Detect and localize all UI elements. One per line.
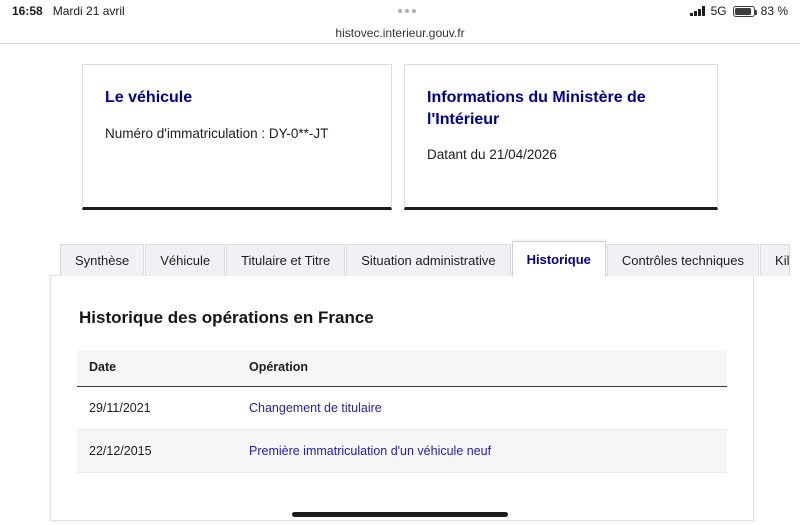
table-row bbox=[77, 387, 727, 430]
tab-historique[interactable]: Historique bbox=[512, 241, 606, 277]
tab-kilometrage[interactable]: Kil bbox=[760, 244, 790, 276]
battery-icon bbox=[733, 6, 755, 17]
vehicle-card-title: Le véhicule bbox=[105, 89, 193, 106]
column-header-date: Date bbox=[77, 350, 237, 387]
page-content bbox=[0, 44, 800, 525]
operations-table-head bbox=[77, 350, 727, 387]
address-bar-url: histovec.interieur.gouv.fr bbox=[335, 25, 465, 40]
ministry-card-title: Informations du Ministère de l'Intérieur bbox=[427, 89, 646, 128]
panel-heading: Historique des opérations en France bbox=[79, 308, 374, 327]
home-indicator[interactable] bbox=[292, 512, 508, 517]
status-bar-right bbox=[690, 4, 788, 18]
operations-table bbox=[77, 350, 727, 473]
status-bar-left bbox=[12, 4, 125, 18]
network-type-label: 5G bbox=[710, 4, 727, 18]
operation-link[interactable]: Changement de titulaire bbox=[249, 401, 382, 415]
cell-operation bbox=[237, 387, 727, 430]
operation-link[interactable]: Première immatriculation d'un véhicule neuf bbox=[249, 444, 492, 458]
vehicle-card-text: Numéro d'immatriculation : DY-0**-JT bbox=[105, 125, 329, 141]
table-row bbox=[77, 430, 727, 473]
signal-bars-icon bbox=[690, 6, 705, 16]
tab-situation-administrative[interactable]: Situation administrative bbox=[346, 244, 510, 276]
clock-date: Mardi 21 avril bbox=[52, 4, 125, 18]
status-bar-center bbox=[125, 9, 690, 13]
cell-operation bbox=[237, 430, 727, 473]
historique-panel bbox=[50, 275, 754, 521]
cell-date: 22/12/2015 bbox=[77, 430, 237, 473]
tab-bar bbox=[0, 244, 800, 276]
ministry-card bbox=[404, 64, 718, 210]
status-bar bbox=[0, 0, 800, 22]
tab-controles-techniques[interactable]: Contrôles techniques bbox=[607, 244, 759, 276]
ministry-card-text: Datant du 21/04/2026 bbox=[427, 147, 557, 163]
summary-cards bbox=[0, 64, 800, 210]
tab-synthese[interactable]: Synthèse bbox=[60, 244, 144, 276]
tab-vehicule[interactable]: Véhicule bbox=[145, 244, 225, 276]
vehicle-card bbox=[82, 64, 392, 210]
address-bar[interactable] bbox=[0, 22, 800, 44]
table-header-row bbox=[77, 350, 727, 387]
operations-table-body bbox=[77, 387, 727, 473]
cell-date: 29/11/2021 bbox=[77, 387, 237, 430]
grabber-dots-icon[interactable] bbox=[398, 9, 416, 13]
tab-titulaire-et-titre[interactable]: Titulaire et Titre bbox=[226, 244, 345, 276]
clock-time: 16:58 bbox=[12, 4, 43, 18]
battery-percent-label: 83 % bbox=[760, 4, 788, 18]
column-header-operation: Opération bbox=[237, 350, 727, 387]
